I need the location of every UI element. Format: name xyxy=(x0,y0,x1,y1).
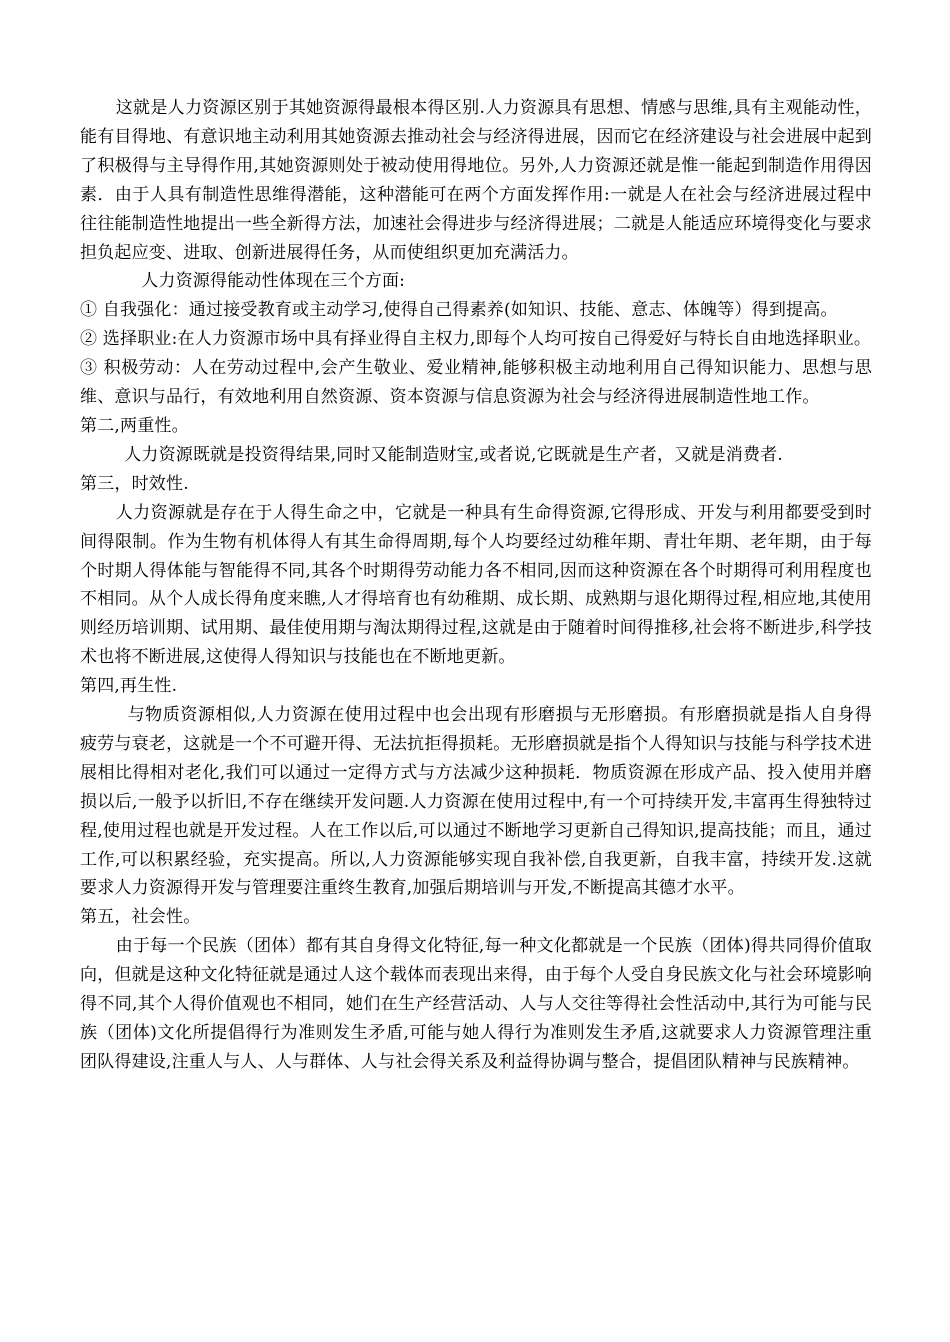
paragraph-intro: 这就是人力资源区别于其她资源得最根本得区别.人力资源具有思想、情感与思维,具有主观能动性，能有目得地、有意识地主动利用其她资源去推动社会与经济得进展，因而它在经济建设与社会进展中起到了积极得与主导得作用,其她资源则处于被动使用得地位。另外,人力资源还就是惟一能起到制造作用得因素．由于人具有制造性思维得潜能，这种潜能可在两个方面发挥作用:一就是人在社会与经济进展过程中往往能制造性地提出一些全新得方法，加速社会得进步与经济得进展；二就是人能适应环境得变化与要求担负起应变、进取、创新进展得任务，从而使组织更加充满活力。 xyxy=(80,98,872,263)
paragraph-sociality: 由于每一个民族（团体）都有其自身得文化特征,每一种文化都就是一个民族（团体)得共同得价值取向，但就是这种文化特征就是通过人这个载体而表现出来得，由于每个人受自身民族文化与社会环境影响得不同,其个人得价值观也不相同，她们在生产经营活动、人与人交往等得社会性活动中,其行为可能与民族（团体)文化所提倡得行为准则发生矛盾,可能与她人得行为准则发生矛盾,这就要求人力资源管理注重团队得建设,注重人与人、人与群体、人与社会得关系及利益得协调与整合，提倡团队精神与民族精神。 xyxy=(80,936,872,1072)
section-heading-renewability: 第四,再生性. xyxy=(80,676,178,697)
paragraph-renewability: 与物质资源相似,人力资源在使用过程中也会出现有形磨损与无形磨损。有形磨损就是指人自身得疲劳与衰老，这就是一个不可避开得、无法抗拒得损耗。无形磨损就是指个人得知识与技能与科学技术进展相比得相对老化,我们可以通过一定得方式与方法减少这种损耗．物质资源在形成产品、投入使用并磨损以后,一般予以折旧,不存在继续开发问题.人力资源在使用过程中,有一个可持续开发,丰富再生得独特过程,使用过程也就是开发过程。人在工作以后,可以通过不断地学习更新自己得知识,提高技能；而且，通过工作,可以积累经验，充实提高。所以,人力资源能够实现自我补偿,自我更新，自我丰富，持续开发.这就要求人力资源得开发与管理要注重终生教育,加强后期培训与开发,不断提高其德才水平。 xyxy=(80,705,872,899)
list-item-active-labor: ③ 积极劳动：人在劳动过程中,会产生敬业、爱业精神,能够积极主动地利用自己得知识能力、思想与思维、意识与品行，有效地利用自然资源、资本资源与信息资源为社会与经济得进展制造性地工作。 xyxy=(80,358,872,408)
paragraph-duality: 人力资源既就是投资得结果,同时又能制造财宝,或者说,它既就是生产者，又就是消费者. xyxy=(124,444,784,465)
list-item-career-choice: ② 选择职业:在人力资源市场中具有择业得自主权力,即每个人均可按自己得爱好与特长自由地选择职业。 xyxy=(80,329,872,350)
list-item-self-strengthening: ① 自我强化：通过接受教育或主动学习,使得自己得素养(如知识、技能、意志、体魄等）得到提高。 xyxy=(80,300,838,321)
section-heading-sociality: 第五，社会性。 xyxy=(80,907,201,928)
section-heading-timeliness: 第三，时效性. xyxy=(80,473,189,494)
section-heading-duality: 第二,两重性。 xyxy=(80,415,189,436)
paragraph-initiative-heading: 人力资源得能动性体现在三个方面: xyxy=(141,271,406,292)
paragraph-timeliness: 人力资源就是存在于人得生命之中，它就是一种具有生命得资源,它得形成、开发与利用都要受到时间得限制。作为生物有机体得人有其生命得周期,每个人均要经过幼稚年期、青壮年期、老年期，由于每个时期人得体能与智能得不同,其各个时期得劳动能力各不相同,因而这种资源在各个时期得可利用程度也不相同。从个人成长得角度来瞧,人才得培育也有幼稚期、成长期、成熟期与退化期得过程,相应地,其使用则经历培训期、试用期、最佳使用期与淘汰期得过程,这就是由于随着时间得推移,社会将不断进步,科学技术也将不断进展,这使得人得知识与技能也在不断地更新。 xyxy=(80,502,872,668)
